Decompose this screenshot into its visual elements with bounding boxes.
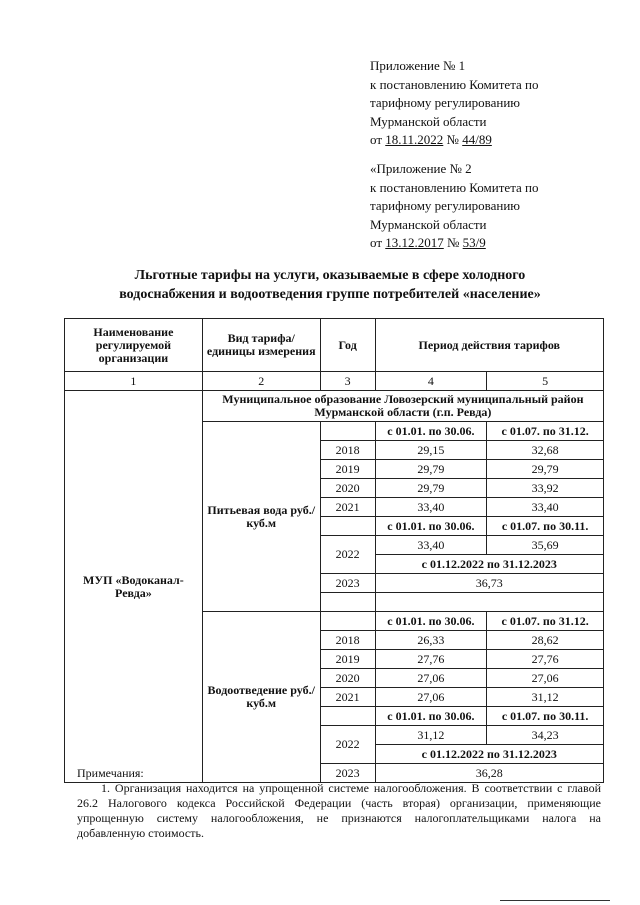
header-period: Период действия тарифов: [375, 319, 603, 372]
notes-heading: Примечания:: [77, 766, 144, 780]
value-cell: 33,92: [487, 479, 604, 498]
appendix-1-header: [370, 57, 620, 150]
table-row: [65, 391, 604, 422]
sewer-tariff-label: Водоотведение руб./куб.м: [202, 612, 320, 783]
appendix-2-line3: тарифному регулированию: [370, 198, 521, 213]
bottom-divider: [500, 900, 610, 901]
year-cell: 2018: [320, 631, 375, 650]
appendix-2-number: 53/9: [462, 235, 486, 250]
appendix-2-line4: Мурманской области: [370, 216, 487, 232]
col-number: 1: [65, 372, 203, 391]
number-prefix: №: [443, 235, 463, 250]
appendix-2-title: «Приложение № 2: [370, 161, 472, 176]
value-cell: 31,12: [487, 688, 604, 707]
document-title: [40, 266, 620, 304]
period-cell: с 01.07. по 31.12.: [487, 422, 604, 441]
period-cell: с 01.01. по 30.06.: [375, 422, 487, 441]
value-cell: 27,76: [487, 650, 604, 669]
water-tariff-label: Питьевая вода руб./куб.м: [202, 422, 320, 612]
appendix-2-date: 13.12.2017: [385, 235, 444, 250]
note-item-1: 1. Организация находится на упрощенной системе налогообложения. В соответствии с главой 26.2 Налогового кодекса Российской Федерации (часть вторая) организации, применяющие упрощенную систему налогообложения, не признаются налогоплательщиками налога на добавленную стоимость.: [77, 781, 601, 840]
title-line-1: Льготные тарифы на услуги, оказываемые в сфере холодного: [134, 268, 526, 283]
value-cell: 29,15: [375, 441, 487, 460]
value-cell: 29,79: [487, 460, 604, 479]
col-number: 3: [320, 372, 375, 391]
period-cell: с 01.07. по 30.11.: [487, 707, 604, 726]
appendix-2-line2: к постановлению Комитета по: [370, 179, 539, 195]
table-header-row: [65, 319, 604, 372]
value-cell: 35,69: [487, 536, 604, 555]
value-cell: 27,76: [375, 650, 487, 669]
value-cell: 26,33: [375, 631, 487, 650]
value-cell: 27,06: [375, 669, 487, 688]
period-cell: с 01.01. по 30.06.: [375, 707, 487, 726]
appendix-1-date-line: [370, 131, 620, 150]
col-number: 2: [202, 372, 320, 391]
period-cell: с 01.01. по 30.06.: [375, 612, 487, 631]
year-cell: 2020: [320, 479, 375, 498]
year-cell: 2021: [320, 688, 375, 707]
year-cell: 2019: [320, 460, 375, 479]
value-cell: 33,40: [375, 498, 487, 517]
year-cell: 2021: [320, 498, 375, 517]
empty-cell: [320, 707, 375, 726]
notes-section: [77, 766, 601, 841]
appendix-1-date: 18.11.2022: [385, 132, 444, 147]
empty-cell: [375, 593, 603, 612]
value-cell: 29,79: [375, 479, 487, 498]
value-cell: 33,40: [375, 536, 487, 555]
value-cell: 29,79: [375, 460, 487, 479]
empty-cell: [320, 517, 375, 536]
value-cell: 36,73: [375, 574, 603, 593]
year-cell: 2018: [320, 441, 375, 460]
municipality-name: Муниципальное образование Ловозерский муниципальный район Мурманской области (г.п. Ревда): [202, 391, 603, 422]
header-org: Наименование регулируемой организации: [65, 319, 203, 372]
appendix-1-line2: к постановлению Комитета по: [370, 76, 539, 92]
title-line-2: водоснабжения и водоотведения группе потребителей «население»: [119, 287, 541, 302]
year-cell: 2019: [320, 650, 375, 669]
appendix-2-header: [370, 160, 620, 253]
year-cell: 2023: [320, 574, 375, 593]
period-cell: с 01.07. по 31.12.: [487, 612, 604, 631]
date-prefix: от: [370, 235, 386, 250]
value-cell: 32,68: [487, 441, 604, 460]
header-tariff-type: Вид тарифа/единицы измерения: [202, 319, 320, 372]
appendix-1-line4: Мурманской области: [370, 113, 487, 129]
period-cell: с 01.07. по 30.11.: [487, 517, 604, 536]
value-cell: 36,28: [375, 764, 603, 783]
tariff-table: [64, 318, 604, 783]
appendix-1-number: 44/89: [462, 132, 492, 147]
period-cell: с 01.01. по 30.06.: [375, 517, 487, 536]
year-cell: 2022: [320, 726, 375, 764]
appendix-1-line3: тарифному регулированию: [370, 95, 521, 110]
number-prefix: №: [443, 132, 463, 147]
date-prefix: от: [370, 132, 386, 147]
value-cell: 33,40: [487, 498, 604, 517]
empty-cell: [320, 593, 375, 612]
year-cell: 2022: [320, 536, 375, 574]
year-cell: 2020: [320, 669, 375, 688]
column-number-row: [65, 372, 604, 391]
value-cell: 31,12: [375, 726, 487, 745]
period-cell: с 01.12.2022 по 31.12.2023: [375, 555, 603, 574]
appendix-1-title: Приложение № 1: [370, 58, 466, 73]
col-number: 4: [375, 372, 487, 391]
value-cell: 34,23: [487, 726, 604, 745]
value-cell: 27,06: [375, 688, 487, 707]
empty-cell: [320, 612, 375, 631]
value-cell: 27,06: [487, 669, 604, 688]
appendix-2-date-line: [370, 234, 620, 253]
header-year: Год: [320, 319, 375, 372]
period-cell: с 01.12.2022 по 31.12.2023: [375, 745, 603, 764]
year-cell: 2023: [320, 764, 375, 783]
col-number: 5: [487, 372, 604, 391]
organization-name: МУП «Водоканал-Ревда»: [65, 391, 203, 783]
value-cell: 28,62: [487, 631, 604, 650]
empty-cell: [320, 422, 375, 441]
